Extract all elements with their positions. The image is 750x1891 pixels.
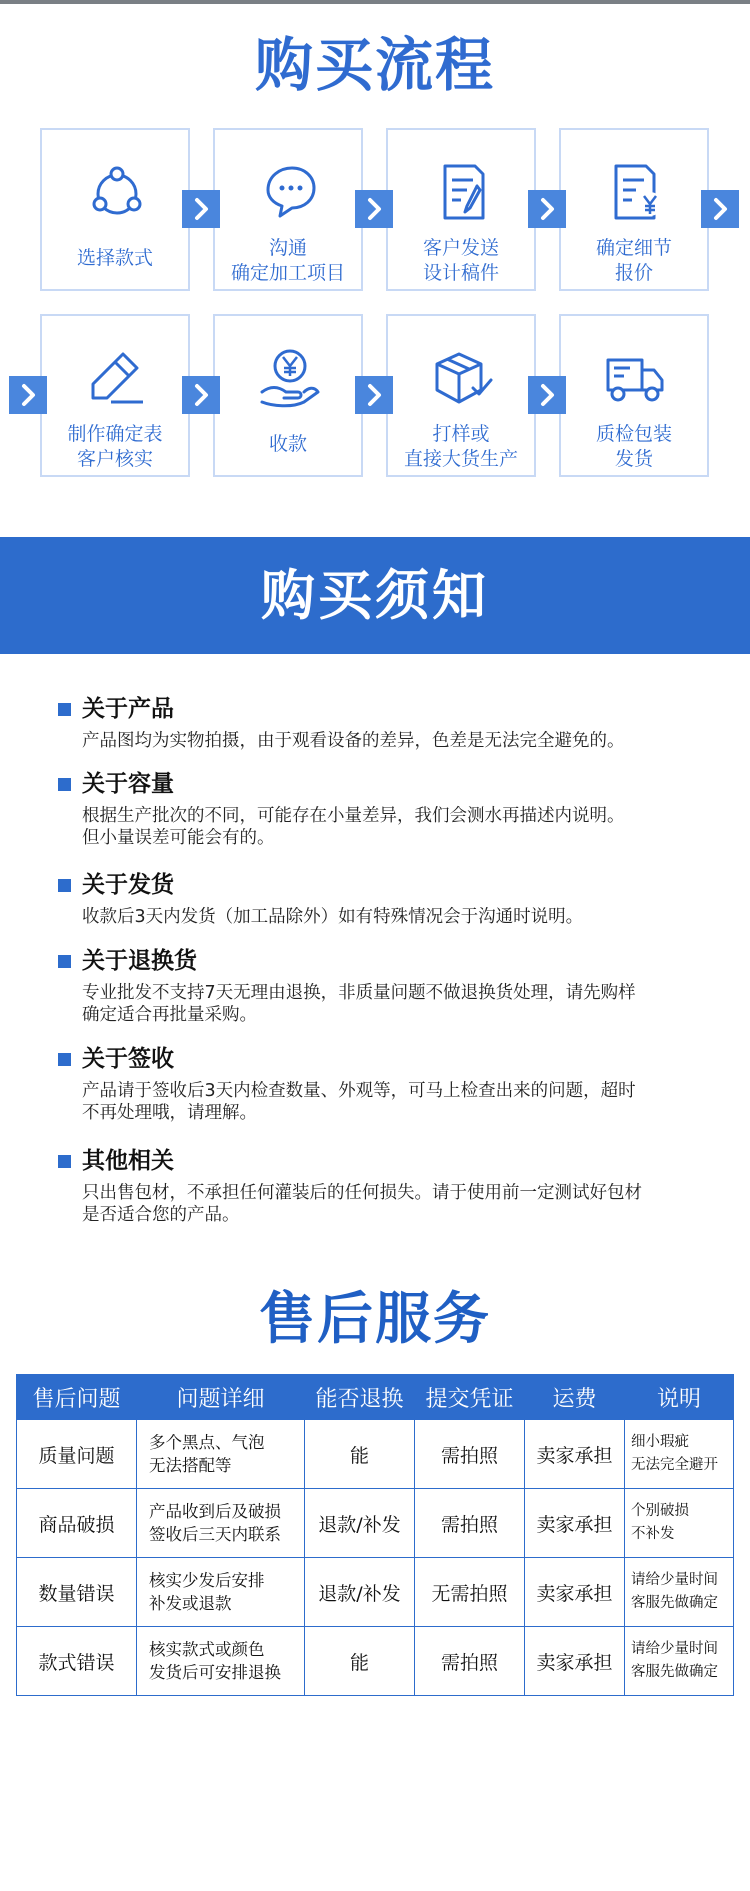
step-card-payment <box>213 314 363 477</box>
square-bullet-icon <box>58 1155 71 1168</box>
notice-heading: 关于签收 <box>58 1044 718 1074</box>
table-cell: 请给少量时间 客服先做确定 <box>625 1558 734 1627</box>
notice-item-shipping <box>58 870 718 928</box>
table-cell: 请给少量时间 客服先做确定 <box>625 1627 734 1696</box>
chevron-right-icon <box>182 190 220 228</box>
notice-body: 根据生产批次的不同，可能存在小量差异，我们会测水再描述内说明。 但小量误差可能会有的。 <box>82 806 625 848</box>
notice-body: 产品图均为实物拍摄，由于观看设备的差异，色差是无法完全避免的。 <box>82 731 625 751</box>
square-bullet-icon <box>58 879 71 892</box>
step-card-select-style <box>40 128 190 291</box>
pencil-icon <box>85 346 149 410</box>
chat-bubble-icon <box>258 160 322 224</box>
column-header: 提交凭证 <box>415 1375 525 1420</box>
table-cell: 商品破损 <box>17 1489 137 1558</box>
column-header: 售后问题 <box>17 1375 137 1420</box>
notice-body: 专业批发不支持7天无理由退换，非质量问题不做退换货处理，请先购样 确定适合再批量采购。 <box>82 983 636 1025</box>
chevron-right-icon <box>701 190 739 228</box>
notice-item-other <box>58 1146 718 1226</box>
chevron-right-icon <box>355 376 393 414</box>
step-card-make-confirm <box>40 314 190 477</box>
table-header-row <box>17 1375 734 1420</box>
table-cell: 能 <box>305 1627 415 1696</box>
top-divider-line <box>0 0 750 4</box>
service-title: 售后服务 <box>259 1287 491 1352</box>
column-header: 运费 <box>525 1375 625 1420</box>
notice-heading: 关于退换货 <box>58 946 718 976</box>
square-bullet-icon <box>58 703 71 716</box>
chevron-right-icon <box>355 190 393 228</box>
notice-body: 产品请于签收后3天内检查数量、外观等，可马上检查出来的问题，超时 不再处理哦，请理解。 <box>82 1081 636 1123</box>
table-row <box>17 1420 734 1489</box>
column-header: 问题详细 <box>137 1375 305 1420</box>
document-yen-icon <box>604 160 668 224</box>
table-row <box>17 1627 734 1696</box>
table-cell: 能 <box>305 1420 415 1489</box>
notice-heading: 关于容量 <box>58 769 718 799</box>
step-label: 确定细节 报价 <box>595 237 672 284</box>
table-cell: 卖家承担 <box>525 1489 625 1558</box>
table-cell: 无需拍照 <box>415 1558 525 1627</box>
process-title: 购买流程 <box>254 31 495 99</box>
notice-item-returns <box>58 946 718 1026</box>
chevron-right-icon <box>528 190 566 228</box>
square-bullet-icon <box>58 1053 71 1066</box>
chevron-right-icon <box>182 376 220 414</box>
step-label: 客户发送 设计稿件 <box>422 237 499 284</box>
step-card-confirm-quote <box>559 128 709 291</box>
step-card-communicate <box>213 128 363 291</box>
document-edit-icon <box>431 160 495 224</box>
step-card-inspect-ship <box>559 314 709 477</box>
table-cell: 需拍照 <box>415 1627 525 1696</box>
table-row <box>17 1558 734 1627</box>
column-header: 能否退换 <box>305 1375 415 1420</box>
table-cell: 数量错误 <box>17 1558 137 1627</box>
step-label: 打样或 直接大货生产 <box>403 423 518 470</box>
table-cell: 需拍照 <box>415 1420 525 1489</box>
notice-heading: 关于产品 <box>58 694 718 724</box>
table-cell: 产品收到后及破损 签收后三天内联系 <box>137 1489 305 1558</box>
table-cell: 退款/补发 <box>305 1558 415 1627</box>
chevron-right-icon <box>9 376 47 414</box>
delivery-truck-icon <box>604 346 668 410</box>
table-cell: 个别破损 不补发 <box>625 1489 734 1558</box>
service-table <box>16 1374 734 1696</box>
notice-item-capacity <box>58 769 718 849</box>
notice-body: 收款后3天内发货（加工品除外）如有特殊情况会于沟通时说明。 <box>82 907 584 927</box>
box-check-icon <box>431 346 495 410</box>
chevron-right-icon <box>528 376 566 414</box>
notice-heading: 关于发货 <box>58 870 718 900</box>
step-label: 制作确定表 客户核实 <box>67 423 163 470</box>
table-cell: 核实款式或颜色 发货后可安排退换 <box>137 1627 305 1696</box>
table-cell: 核实少发后安排 补发或退款 <box>137 1558 305 1627</box>
table-cell: 卖家承担 <box>525 1558 625 1627</box>
table-cell: 卖家承担 <box>525 1627 625 1696</box>
notice-banner: 购买须知 <box>0 537 750 654</box>
step-label: 选择款式 <box>76 247 153 269</box>
table-cell: 款式错误 <box>17 1627 137 1696</box>
hand-coin-icon <box>258 346 322 410</box>
square-bullet-icon <box>58 955 71 968</box>
circle-nodes-icon <box>85 160 149 224</box>
step-label: 沟通 确定加工项目 <box>230 237 345 284</box>
step-label: 收款 <box>268 433 307 455</box>
square-bullet-icon <box>58 778 71 791</box>
notice-item-receipt <box>58 1044 718 1124</box>
step-card-sampling <box>386 314 536 477</box>
column-header: 说明 <box>625 1375 734 1420</box>
table-cell: 质量问题 <box>17 1420 137 1489</box>
table-cell: 退款/补发 <box>305 1489 415 1558</box>
notice-body: 只出售包材，不承担任何灌装后的任何损失。请于使用前一定测试好包材 是否适合您的产品。 <box>82 1183 642 1225</box>
table-cell: 需拍照 <box>415 1489 525 1558</box>
step-card-send-design <box>386 128 536 291</box>
notice-item-product <box>58 694 718 752</box>
step-label: 质检包装 发货 <box>595 423 672 470</box>
table-row <box>17 1489 734 1558</box>
notice-heading: 其他相关 <box>58 1146 718 1176</box>
table-cell: 多个黑点、气泡 无法搭配等 <box>137 1420 305 1489</box>
table-cell: 细小瑕疵 无法完全避开 <box>625 1420 734 1489</box>
table-cell: 卖家承担 <box>525 1420 625 1489</box>
